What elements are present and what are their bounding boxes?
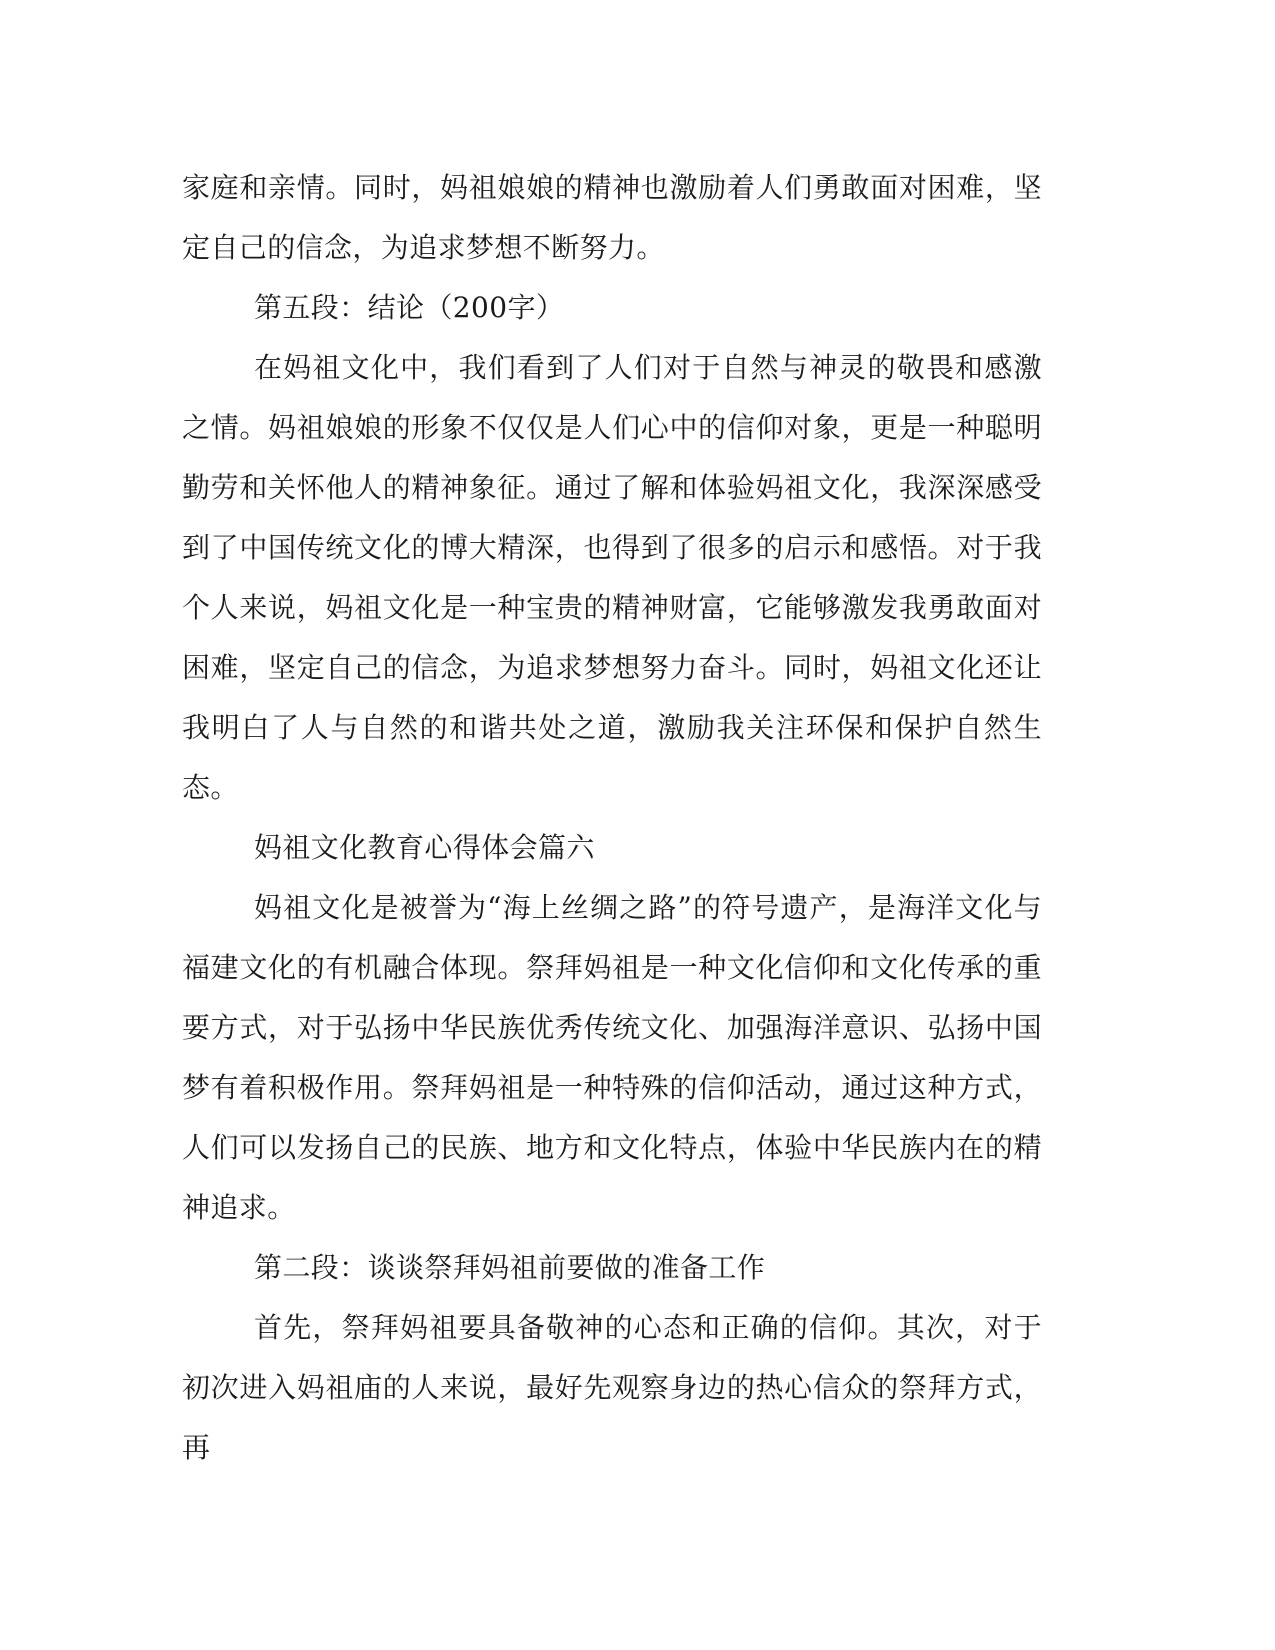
- document-body: [182, 158, 1042, 1478]
- paragraph-conclusion: 在妈祖文化中，我们看到了人们对于自然与神灵的敬畏和感激之情。妈祖娘娘的形象不仅仅是人们心中的信仰对象，更是一种聪明勤劳和关怀他人的精神象征。通过了解和体验妈祖文化，我深深感受到了中国传统文化的博大精深，也得到了很多的启示和感悟。对于我个人来说，妈祖文化是一种宝贵的精神财富，它能够激发我勇敢面对困难，坚定自己的信念，为追求梦想努力奋斗。同时，妈祖文化还让我明白了人与自然的和谐共处之道，激励我关注环保和保护自然生态。: [182, 351, 1042, 804]
- paragraph-introduction: 妈祖文化是被誉为“海上丝绸之路”的符号遗产，是海洋文化与福建文化的有机融合体现。祭拜妈祖是一种文化信仰和文化传承的重要方式，对于弘扬中华民族优秀传统文化、加强海洋意识、弘扬中国梦有着积极作用。祭拜妈祖是一种特殊的信仰活动，通过这种方式，人们可以发扬自己的民族、地方和文化特点，体验中华民族内在的精神追求。: [182, 891, 1042, 1224]
- article-title-part-six: 妈祖文化教育心得体会篇六: [254, 831, 595, 864]
- section-heading-preparation: 第二段：谈谈祭拜妈祖前要做的准备工作: [254, 1251, 766, 1284]
- section-heading-conclusion: 第五段：结论（200字）: [254, 291, 565, 324]
- paragraph-preparation: 首先，祭拜妈祖要具备敬神的心态和正确的信仰。其次，对于初次进入妈祖庙的人来说，最好先观察身边的热心信众的祭拜方式，再: [182, 1311, 1042, 1464]
- paragraph-continuation: 家庭和亲情。同时，妈祖娘娘的精神也激励着人们勇敢面对困难，坚定自己的信念，为追求梦想不断努力。: [182, 171, 1042, 264]
